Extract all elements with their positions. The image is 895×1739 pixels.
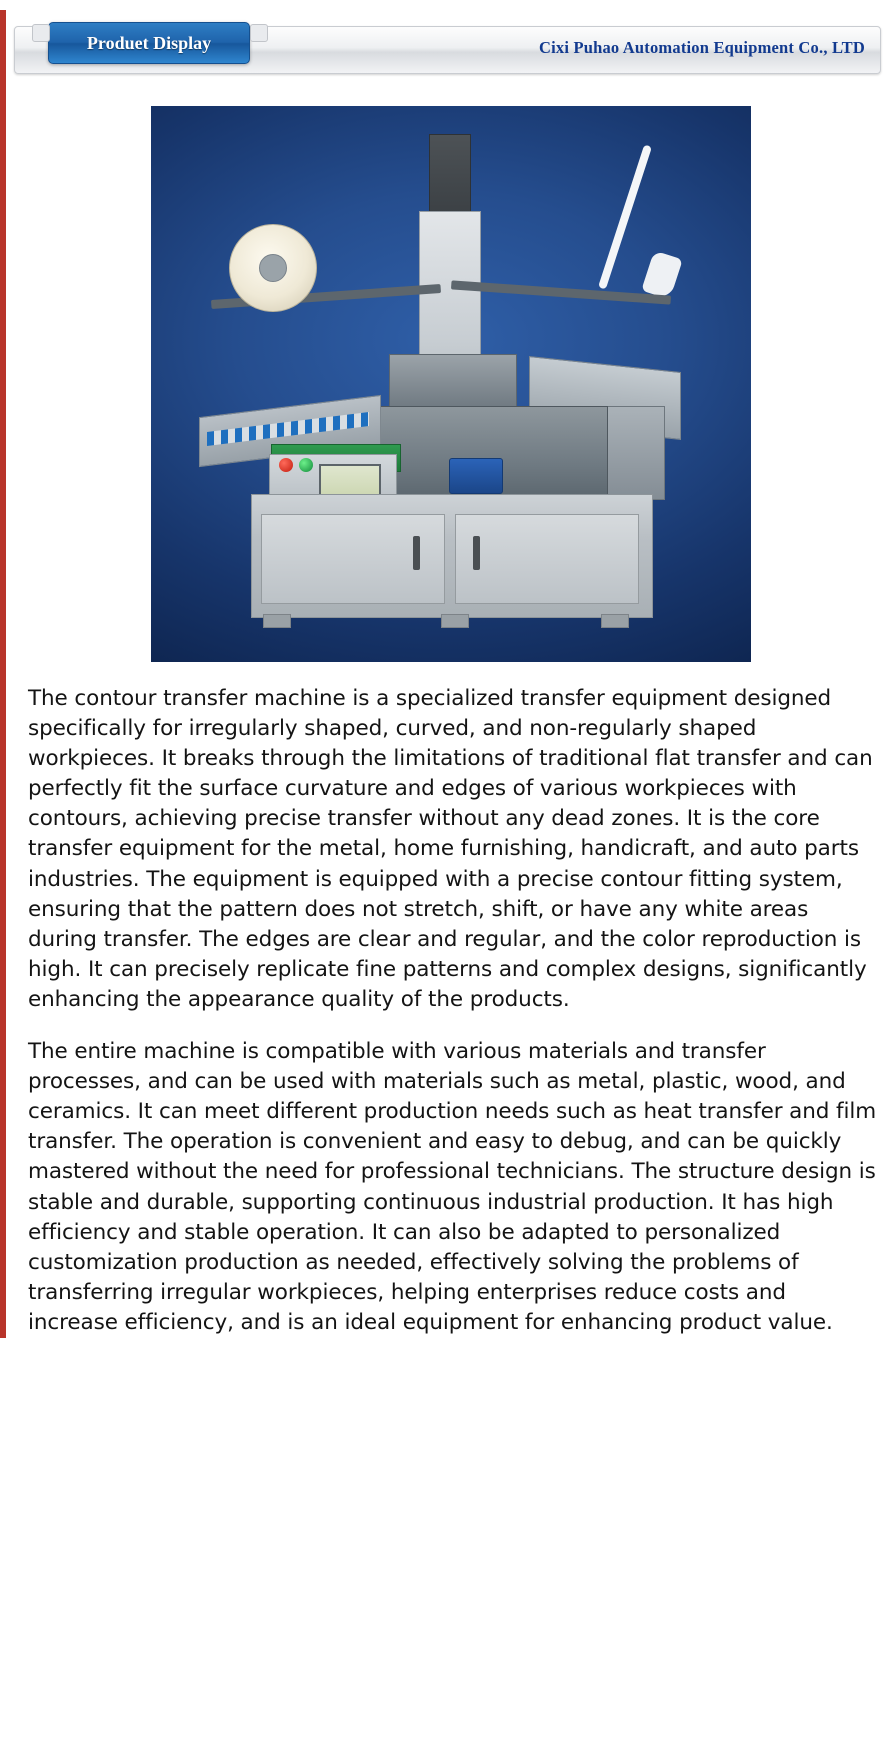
machine-film-reel-hub: [259, 254, 287, 282]
machine-door-handle-left: [413, 536, 420, 570]
machine-foot-center: [441, 614, 469, 628]
tab-notch-right-icon: [250, 24, 268, 42]
page-header: [14, 10, 881, 88]
document-page: [0, 10, 895, 1338]
tab-notch-left-icon: [32, 24, 50, 42]
company-name: Cixi Puhao Automation Equipment Co., LTD: [538, 38, 865, 57]
description-content: [28, 684, 877, 1338]
machine-cabinet-door-right: [455, 514, 639, 604]
product-display-tab-label: Produet Display: [86, 33, 212, 53]
machine-door-handle-right: [473, 536, 480, 570]
machine-foot-right: [601, 614, 629, 628]
product-image-container: [151, 106, 751, 662]
machine-start-button-icon: [299, 458, 313, 472]
machine-wand-tip: [641, 250, 683, 299]
product-display-tab[interactable]: [48, 22, 250, 64]
description-paragraph-1: The contour transfer machine is a specialized transfer equipment designed specifically for irregularly shaped, curved, and non-regularly shaped workpieces. It breaks through the limitations of traditional flat transfer and can perfectly fit the surface curvature and edges of various workpieces with contours, achieving precise transfer without any dead zones. It is the core transfer equipment for the metal, home furnishing, handicraft, and auto parts industries. The equipment is equipped with a precise contour fitting system, ensuring that the pattern does not stretch, shift, or have any white areas during transfer. The edges are clear and regular, and the color reproduction is high. It can precisely replicate fine patterns and complex designs, significantly enhancing the appearance quality of the products.: [28, 686, 873, 1012]
machine-center-bracket: [389, 354, 517, 408]
machine-foot-left: [263, 614, 291, 628]
machine-stop-button-icon: [279, 458, 293, 472]
machine-wand-arm: [598, 144, 652, 289]
description-paragraph-2: The entire machine is compatible with various materials and transfer processes, and can be used with materials such as metal, plastic, wood, and ceramics. It can meet different production needs such as heat transfer and film transfer. The operation is convenient and easy to debug, and can be quickly mastered without the need for professional technicians. The structure design is stable and durable, supporting continuous industrial production. It has high efficiency and stable operation. It can also be adapted to personalized customization production as needed, effectively solving the problems of transferring irregular workpieces, helping enterprises reduce costs and increase efficiency, and is an ideal equipment for enhancing product value.: [28, 1039, 877, 1335]
machine-motor: [449, 458, 503, 494]
machine-right-arm: [450, 280, 670, 304]
machine-upper-head: [429, 134, 471, 218]
machine-photo: [151, 106, 751, 662]
